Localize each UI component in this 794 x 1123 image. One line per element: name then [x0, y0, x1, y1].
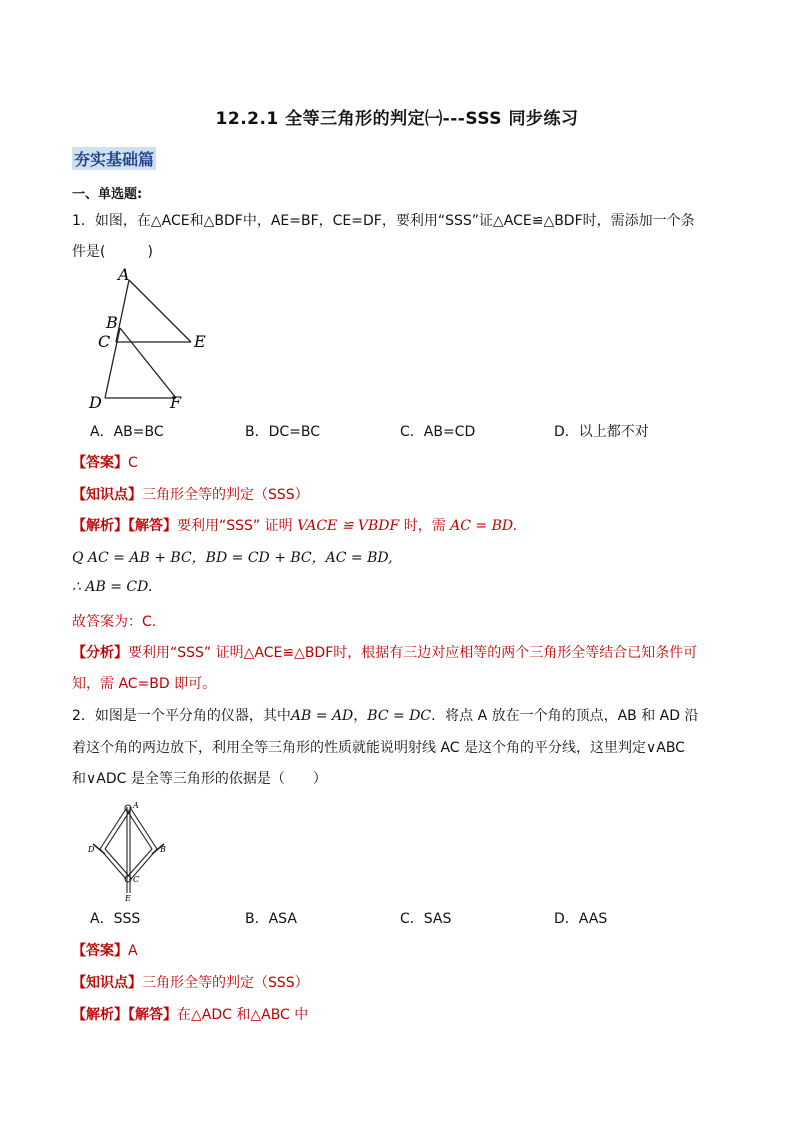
page-title: 12.2.1 全等三角形的判定㈠---SSS 同步练习	[215, 109, 579, 129]
q1-analysis-math1: VACE ≌ VBDF	[297, 518, 400, 534]
q1-kp-value: 三角形全等的判定（SSS）	[142, 487, 309, 503]
q2-option-b: B．ASA	[245, 911, 297, 927]
q1-option-a: A．AB=BC	[90, 424, 164, 440]
q1-knowledge-point	[72, 484, 309, 504]
q2-line1-math2: BC = DC	[367, 708, 432, 724]
q2-figure-rod-bc-inner	[128, 849, 152, 876]
q2-answer	[72, 940, 138, 960]
q1-figure-label-c: C	[98, 332, 111, 351]
q1-step2: ∴ AB = CD.	[72, 579, 153, 595]
q1-analysis-math2: AC = BD.	[450, 518, 518, 534]
q2-answer-tag: 【答案】	[72, 943, 128, 959]
q2-line1-c: ．将点 A 放在一个角的顶点，AB 和 AD 沿	[431, 708, 699, 724]
q2-figure-pin-d	[93, 844, 105, 854]
q1-figure-label-e: E	[194, 332, 206, 351]
q2-option-c: C．SAS	[400, 911, 452, 927]
q1-triangle-figure	[84, 262, 224, 412]
q1-text-line1: 1．如图，在△ACE和△BDF中，AE=BF，CE=DF，要利用“SSS”证△ACE≌△BDF时，需添加一个条	[72, 213, 695, 229]
q1-fenxi-line1: 要利用“SSS” 证明△ACE≌△BDF时，根据有三边对应相等的两个三角形全等结合已知条件可	[128, 645, 698, 661]
q1-text-line2: 件是( )	[72, 244, 153, 260]
q2-option-d: D．AAS	[554, 911, 608, 927]
q1-figure-segment-ac	[116, 280, 129, 342]
section-banner: 夯实基础篇	[72, 147, 156, 170]
q1-option-b: B．DC=BC	[245, 424, 321, 440]
q1-analysis-mid: 时，需	[399, 518, 451, 534]
q2-figure-rod-dc-inner	[105, 849, 129, 876]
q2-angle-bisector-instrument-figure	[88, 797, 178, 902]
q1-figure-segment-bf	[120, 328, 176, 398]
q1-answer	[72, 452, 138, 472]
q1-option-d: D．以上都不对	[554, 424, 649, 440]
q2-kp-value: 三角形全等的判定（SSS）	[142, 975, 309, 991]
q1-figure-label-b: B	[106, 313, 118, 332]
q1-analysis	[72, 515, 517, 535]
q2-analysis	[72, 1004, 308, 1024]
q2-text-line1	[72, 705, 699, 725]
q2-analysis-tag: 【解析】【解答】	[72, 1007, 177, 1023]
q1-fenxi	[72, 642, 697, 662]
q2-figure-label-c: C	[133, 875, 140, 884]
q1-kp-tag: 【知识点】	[72, 487, 142, 503]
q1-fenxi-line2: 知，需 AC=BD 即可。	[72, 676, 217, 692]
q2-text-line2: 着这个角的两边放下，利用全等三角形的性质就能说明射线 AC 是这个角的平分线，这里判定∨ABC	[72, 740, 685, 756]
q2-figure-label-e: E	[125, 894, 131, 902]
q1-step1: Q AC = AB + BC，BD = CD + BC，AC = BD,	[72, 550, 393, 566]
q2-figure-label-d: D	[88, 845, 95, 854]
q1-answer-tag: 【答案】	[72, 455, 128, 471]
q1-answer-value: C	[128, 455, 138, 471]
q2-line1-math1: AB = AD	[290, 708, 354, 724]
q1-figure-label-a: A	[118, 265, 130, 284]
q2-option-a: A．SSS	[90, 911, 141, 927]
q2-knowledge-point	[72, 972, 309, 992]
q2-analysis-text: 在△ADC 和△ABC 中	[177, 1007, 309, 1023]
q2-figure-label-a: A	[133, 801, 139, 810]
q1-figure-label-f: F	[170, 393, 182, 412]
q2-kp-tag: 【知识点】	[72, 975, 142, 991]
q1-analysis-text: 要利用“SSS” 证明	[177, 518, 293, 534]
q2-figure-label-b: B	[160, 845, 166, 854]
q2-text-line3: 和∨ADC 是全等三角形的依据是（ ）	[72, 771, 327, 787]
section-heading: 一、单选题:	[72, 187, 143, 202]
q1-figure-label-d: D	[89, 393, 102, 412]
q1-conclusion: 故答案为：C.	[72, 614, 157, 630]
q1-fenxi-tag: 【分析】	[72, 645, 128, 661]
q1-analysis-tag: 【解析】【解答】	[72, 518, 177, 534]
q2-figure-rod-ad	[100, 809, 126, 849]
q1-figure-segment-ae	[129, 280, 191, 342]
q2-line1-b: ，	[353, 708, 368, 724]
q2-figure-rod-ab-inner	[131, 809, 157, 849]
q1-option-c: C．AB=CD	[400, 424, 476, 440]
q2-line1-a: 2．如图是一个平分角的仪器，其中	[72, 708, 291, 724]
q2-answer-value: A	[128, 943, 138, 959]
